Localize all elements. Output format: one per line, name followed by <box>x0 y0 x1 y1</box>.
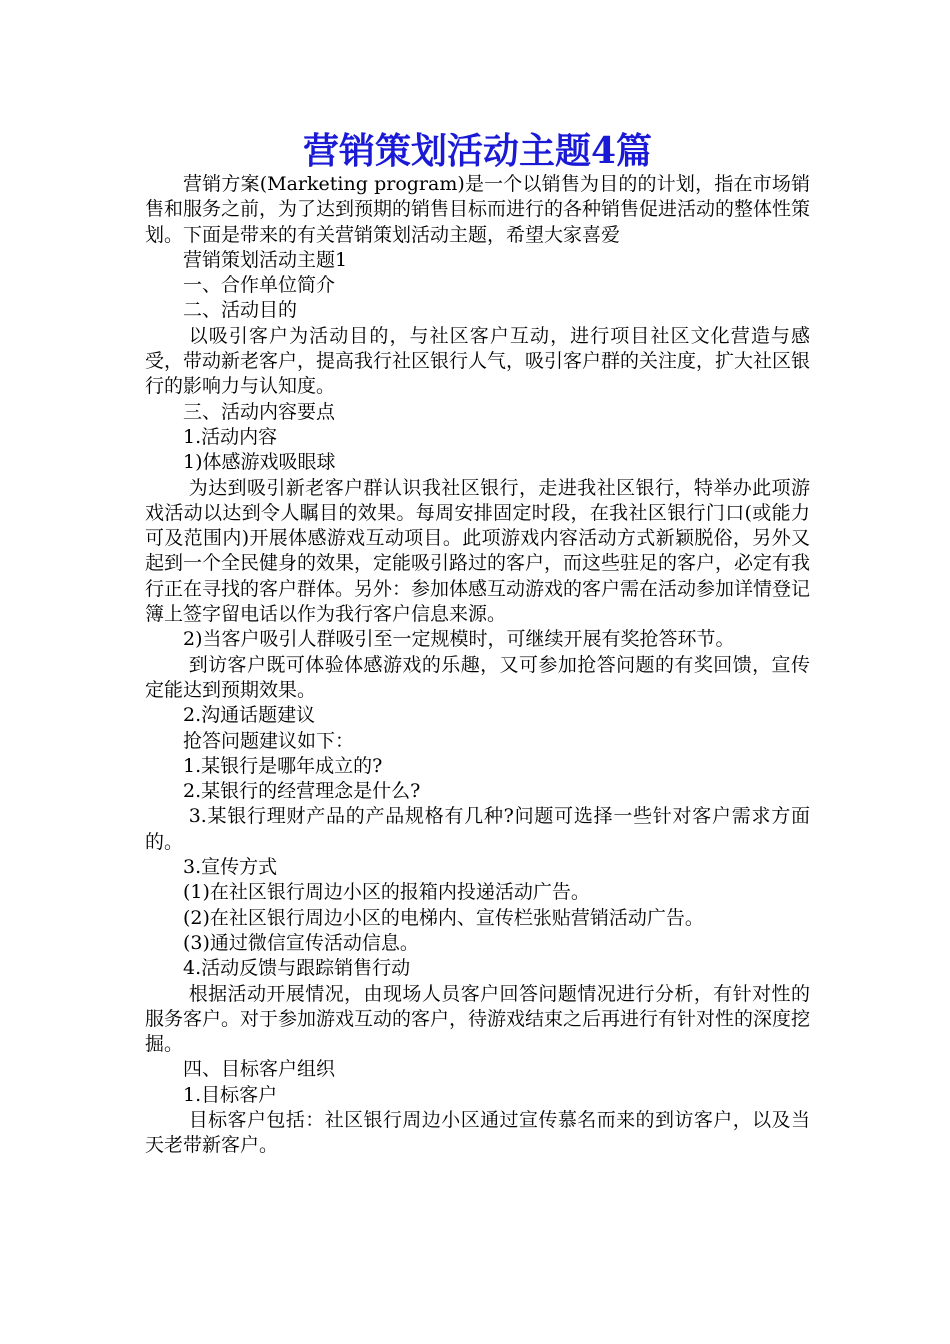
document-page <box>145 128 810 1159</box>
subheading-activity-content: 1.活动内容 <box>183 425 278 448</box>
quiz-question-1: 1.某银行是哪年成立的? <box>183 754 383 777</box>
quiz-suggestions-intro: 抢答问题建议如下： <box>183 729 355 752</box>
quiz-session-paragraph: 2)当客户吸引人群吸引至一定规模时，可继续开展有奖抢答环节。 <box>183 628 735 651</box>
quiz-question-3: 3.某银行理财产品的产品规格有几种?问题可选择一些针对客户需求方面的。 <box>145 805 810 853</box>
subheading-motion-game: 1)体感游戏吸眼球 <box>183 451 336 474</box>
section-heading-theme-1: 营销策划活动主题1 <box>183 248 348 271</box>
heading-activity-purpose: 二、活动目的 <box>183 299 298 322</box>
subheading-communication-topics: 2.沟通话题建议 <box>183 704 316 727</box>
promotion-method-1: (1)在社区银行周边小区的报箱内投递活动广告。 <box>183 881 590 904</box>
promotion-method-3: (3)通过微信宣传活动信息。 <box>183 931 419 954</box>
subheading-target-customers: 1.目标客户 <box>183 1083 278 1106</box>
promotion-method-2: (2)在社区银行周边小区的电梯内、宣传栏张贴营销活动广告。 <box>183 906 704 929</box>
feedback-paragraph: 根据活动开展情况，由现场人员客户回答问题情况进行分析，有针对性的服务客户。对于参加游戏互动的客户，待游戏结束之后再进行有针对性的深度挖掘。 <box>145 982 811 1056</box>
motion-game-paragraph: 为达到吸引新老客户群认识我社区银行，走进我社区银行，特举办此项游戏活动以达到令人瞩目的效果。每周安排固定时段，在我社区银行门口(或能力可及范围内)开展体感游戏互动项目。此项游戏内容活动方式新颖脱俗，另外又起到一个全民健身的效果，定能吸引路过的客户，而这些驻足的客户，必定有我行正在寻找的客户群体。另外：参加体感互动游戏的客户需在活动参加详情登记簿上签字留电话以作为我行客户信息来源。 <box>145 476 811 626</box>
heading-activity-content-points: 三、活动内容要点 <box>183 400 336 423</box>
quiz-question-2: 2.某银行的经营理念是什么? <box>183 780 421 803</box>
heading-target-customer-org: 四、目标客户组织 <box>183 1058 336 1081</box>
intro-paragraph: 营销方案(Marketing program)是一个以销售为目的的计划，指在市场销售和服务之前，为了达到预期的销售目标而进行的各种销售促进活动的整体性策划。下面是带来的有关营销策划活动主题，希望大家喜爱 <box>145 173 811 246</box>
target-customers-paragraph: 目标客户包括：社区银行周边小区通过宣传慕名而来的到访客户，以及当天老带新客户。 <box>145 1108 810 1157</box>
subheading-feedback-tracking: 4.活动反馈与跟踪销售行动 <box>183 957 411 980</box>
purpose-paragraph: 以吸引客户为活动目的，与社区客户互动，进行项目社区文化营造与感受，带动新老客户，提高我行社区银行人气，吸引客户群的关注度，扩大社区银行的影响力与认知度。 <box>145 324 811 398</box>
heading-partner-intro: 一、合作单位简介 <box>183 274 336 297</box>
visitor-experience-paragraph: 到访客户既可体验体感游戏的乐趣，又可参加抢答问题的有奖回馈，宣传定能达到预期效果。 <box>145 653 810 701</box>
subheading-promotion-methods: 3.宣传方式 <box>183 856 278 879</box>
document-title: 营销策划活动主题4篇 <box>302 130 653 172</box>
